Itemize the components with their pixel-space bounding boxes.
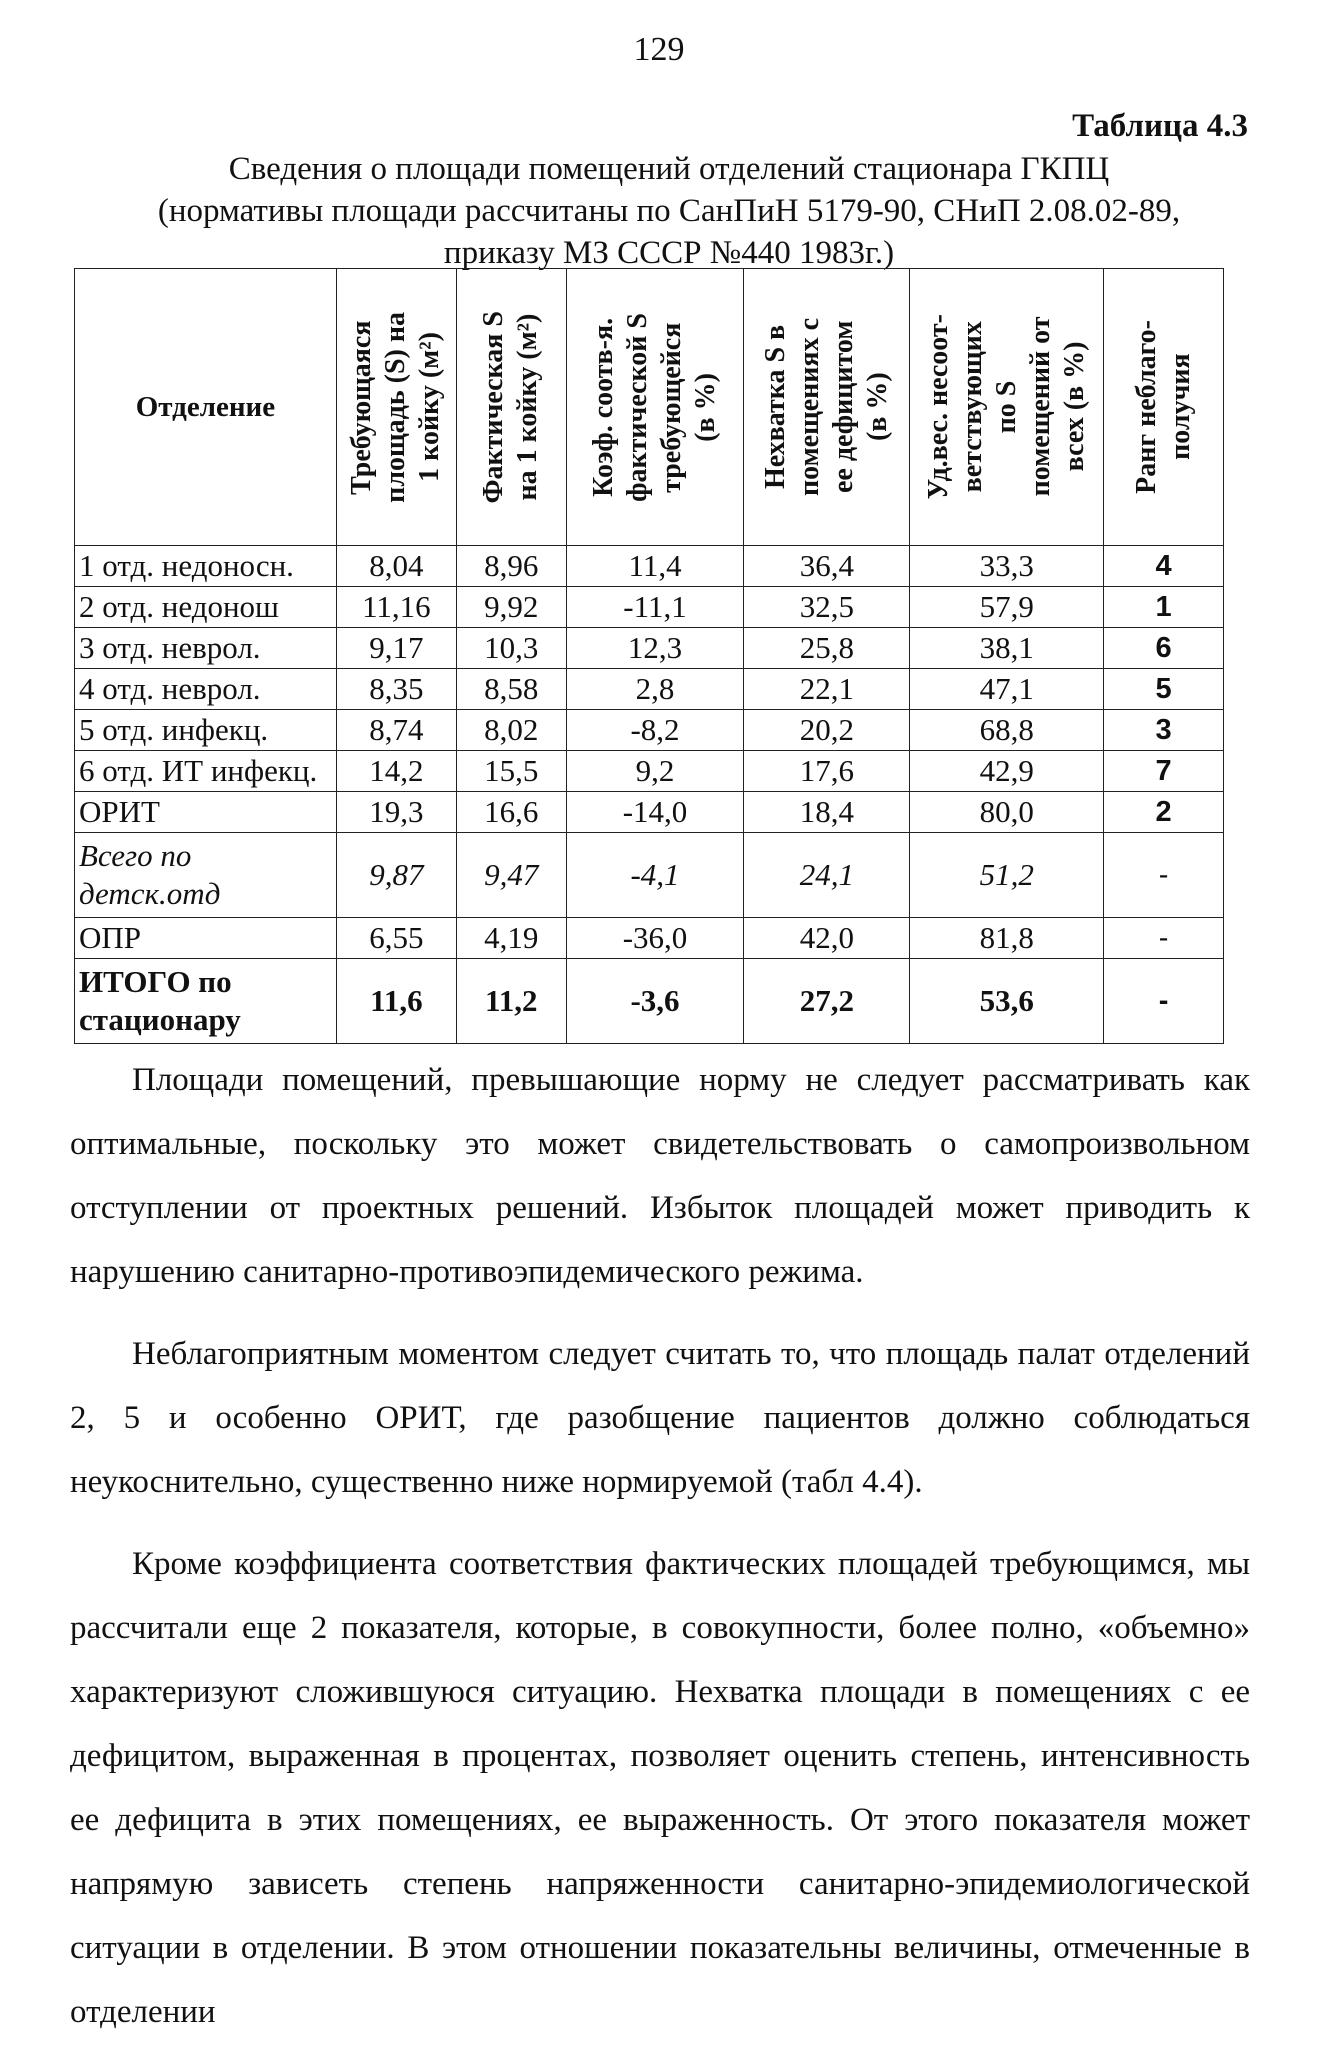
- cell-share: 53,6: [910, 959, 1104, 1044]
- cell-required: 11,16: [336, 587, 456, 628]
- cell-department: Всего по детск.отд: [75, 833, 337, 918]
- area-table: [74, 268, 1224, 1044]
- cell-actual: 8,96: [456, 546, 566, 587]
- cell-required: 19,3: [336, 792, 456, 833]
- header-coefficient: Коэф. соотв-я. фактической S требующейся (в %): [566, 269, 744, 546]
- table-caption: [60, 148, 1278, 274]
- table-row: [75, 669, 1224, 710]
- cell-coefficient: 9,2: [566, 751, 744, 792]
- cell-department: 2 отд. недонош: [75, 587, 337, 628]
- cell-deficit: 36,4: [744, 546, 910, 587]
- table-row: [75, 546, 1224, 587]
- cell-actual: 10,3: [456, 628, 566, 669]
- cell-department: ОПР: [75, 918, 337, 959]
- cell-rank: -: [1104, 833, 1224, 918]
- cell-coefficient: -14,0: [566, 792, 744, 833]
- cell-deficit: 22,1: [744, 669, 910, 710]
- cell-share: 81,8: [910, 918, 1104, 959]
- cell-actual: 4,19: [456, 918, 566, 959]
- cell-deficit: 18,4: [744, 792, 910, 833]
- header-share: Уд.вес. несоот- ветствующих по S помещений от всех (в %): [910, 269, 1104, 546]
- table-row: [75, 918, 1224, 959]
- cell-required: 14,2: [336, 751, 456, 792]
- cell-share: 80,0: [910, 792, 1104, 833]
- subtotal-row: [75, 833, 1224, 918]
- cell-share: 33,3: [910, 546, 1104, 587]
- header-department: Отделение: [75, 269, 337, 546]
- cell-rank: 6: [1104, 628, 1224, 669]
- cell-actual: 16,6: [456, 792, 566, 833]
- table-row: [75, 587, 1224, 628]
- paragraph: Площади помещений, превышающие норму не следует рассматривать как оптимальные, поскольку это может свидетельствовать о самопроизвольном отступлении от проектных решений. Избыток площадей может приводить к нарушению санитарно-противоэпидемического режима.: [70, 1062, 1250, 1290]
- page-number: 129: [633, 31, 685, 68]
- cell-rank: -: [1104, 959, 1224, 1044]
- cell-required: 8,04: [336, 546, 456, 587]
- header-deficit: Нехватка S в помещениях с ее дефицитом (в %): [744, 269, 910, 546]
- cell-required: 8,35: [336, 669, 456, 710]
- table-row: [75, 710, 1224, 751]
- cell-coefficient: -4,1: [566, 833, 744, 918]
- cell-rank: 3: [1104, 710, 1224, 751]
- cell-coefficient: -11,1: [566, 587, 744, 628]
- cell-rank: 1: [1104, 587, 1224, 628]
- cell-rank: 7: [1104, 751, 1224, 792]
- cell-deficit: 24,1: [744, 833, 910, 918]
- table-row: [75, 751, 1224, 792]
- cell-required: 11,6: [336, 959, 456, 1044]
- cell-share: 68,8: [910, 710, 1104, 751]
- cell-coefficient: -3,6: [566, 959, 744, 1044]
- paragraph: Кроме коэффициента соответствия фактических площадей требующимся, мы рассчитали еще 2 показателя, которые, в совокупности, более полно, «объемно» характеризуют сложившуюся ситуацию. Нехватка площади в помещениях с ее дефицитом, выраженная в процентах, позволяет оценить степень, интенсивность ее дефицита в этих помещениях, ее выраженность. От этого показателя может напрямую зависеть степень напряженности санитарно-эпидемиологической ситуации в отделении. В этом отношении показательны величины, отмеченные в отделении: [70, 1546, 1250, 2030]
- cell-department: 4 отд. неврол.: [75, 669, 337, 710]
- cell-actual: 8,02: [456, 710, 566, 751]
- header-rank: Ранг неблаго- получия: [1104, 269, 1224, 546]
- cell-required: 9,87: [336, 833, 456, 918]
- table-row: [75, 628, 1224, 669]
- cell-share: 42,9: [910, 751, 1104, 792]
- caption-line: (нормативы площади рассчитаны по СанПиН 5179-90, СНиП 2.08.02-89,: [157, 193, 1181, 229]
- cell-department: ИТОГО по стационару: [75, 959, 337, 1044]
- cell-deficit: 20,2: [744, 710, 910, 751]
- cell-actual: 11,2: [456, 959, 566, 1044]
- cell-required: 9,17: [336, 628, 456, 669]
- cell-share: 57,9: [910, 587, 1104, 628]
- cell-rank: -: [1104, 918, 1224, 959]
- cell-actual: 9,47: [456, 833, 566, 918]
- cell-deficit: 27,2: [744, 959, 910, 1044]
- table-row: [75, 792, 1224, 833]
- cell-department: ОРИТ: [75, 792, 337, 833]
- caption-line: Сведения о площади помещений отделений стационара ГКПЦ: [228, 151, 1110, 187]
- table-label: Таблица 4.3: [1072, 108, 1248, 144]
- cell-coefficient: 11,4: [566, 546, 744, 587]
- cell-share: 47,1: [910, 669, 1104, 710]
- cell-rank: 2: [1104, 792, 1224, 833]
- cell-required: 8,74: [336, 710, 456, 751]
- cell-department: 3 отд. неврол.: [75, 628, 337, 669]
- cell-coefficient: -36,0: [566, 918, 744, 959]
- cell-actual: 8,58: [456, 669, 566, 710]
- cell-deficit: 25,8: [744, 628, 910, 669]
- cell-rank: 4: [1104, 546, 1224, 587]
- table-header-row: [75, 269, 1224, 546]
- header-required-area: Требующаяся площадь (S) на 1 койку (м²): [336, 269, 456, 546]
- cell-actual: 9,92: [456, 587, 566, 628]
- cell-deficit: 42,0: [744, 918, 910, 959]
- cell-department: 6 отд. ИТ инфекц.: [75, 751, 337, 792]
- cell-required: 6,55: [336, 918, 456, 959]
- cell-department: 5 отд. инфекц.: [75, 710, 337, 751]
- total-row: [75, 959, 1224, 1044]
- body-text: [70, 1048, 1250, 2062]
- cell-coefficient: 2,8: [566, 669, 744, 710]
- cell-coefficient: -8,2: [566, 710, 744, 751]
- cell-department: 1 отд. недоносн.: [75, 546, 337, 587]
- cell-actual: 15,5: [456, 751, 566, 792]
- cell-coefficient: 12,3: [566, 628, 744, 669]
- cell-deficit: 17,6: [744, 751, 910, 792]
- header-actual-area: Фактическая S на 1 койку (м²): [456, 269, 566, 546]
- cell-share: 51,2: [910, 833, 1104, 918]
- paragraph: Неблагоприятным моментом следует считать то, что площадь палат отделений 2, 5 и особенно ОРИТ, где разобщение пациентов должно соблюдаться неукоснительно, существенно ниже нормируемой (табл 4.4).: [70, 1336, 1250, 1500]
- cell-deficit: 32,5: [744, 587, 910, 628]
- cell-share: 38,1: [910, 628, 1104, 669]
- caption-line: приказу МЗ СССР №440 1983г.): [443, 235, 895, 271]
- cell-rank: 5: [1104, 669, 1224, 710]
